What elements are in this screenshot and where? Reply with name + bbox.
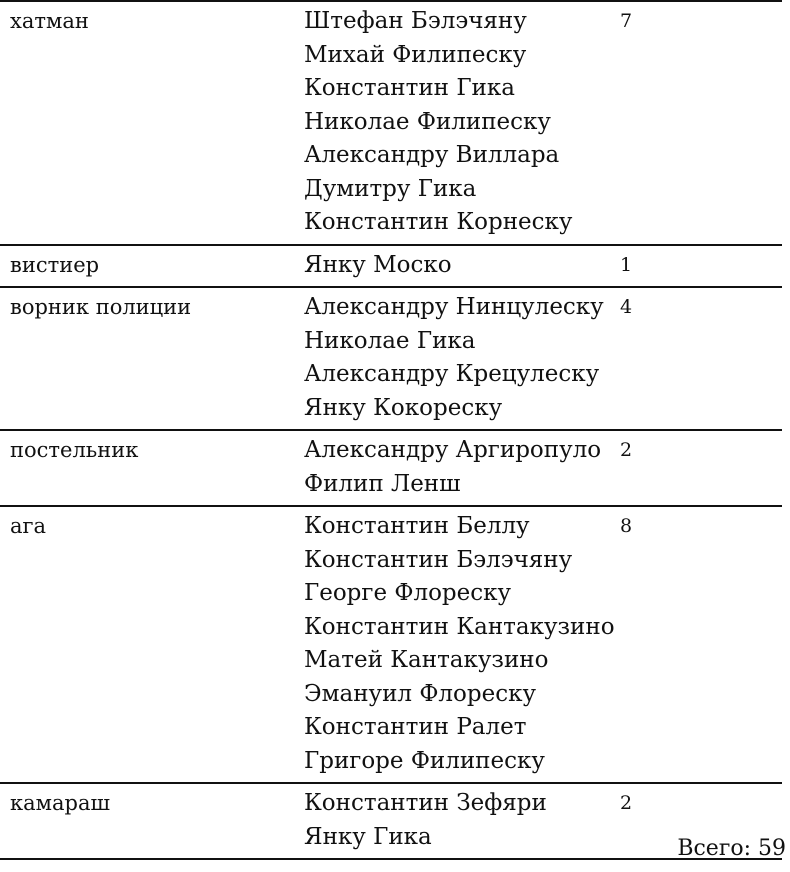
count-cell: 4 [620, 296, 633, 318]
person-name: Матей Кантакузино [304, 647, 549, 673]
table-row [0, 288, 782, 431]
names-cell [304, 434, 618, 501]
person-name: Константин Корнеску [304, 209, 573, 235]
person-name: Александру Виллара [304, 142, 560, 168]
person-name: Григоре Филипеску [304, 747, 545, 774]
person-name: Александру Крецулеску [304, 361, 600, 387]
person-name: Думитру Гика [304, 175, 477, 202]
table-row [0, 507, 782, 784]
person-name: Константин Кантакузино [304, 613, 615, 640]
person-name: Константин Гика [304, 75, 515, 101]
person-name: Георге Флореску [304, 580, 512, 606]
table-row [0, 246, 782, 289]
person-name: Александру Аргиропуло [304, 437, 602, 463]
person-name: Филип Ленш [304, 470, 461, 497]
person-name: Александру Нинцулеску [304, 294, 604, 320]
person-name: Янку Гика [304, 823, 432, 850]
person-name: Константин Зефяри [304, 790, 547, 816]
person-name: Константин Бэлэчяну [304, 546, 573, 573]
person-name: Эмануил Флореску [304, 680, 536, 707]
rank-cell: ага [10, 514, 47, 538]
person-name: Михай Филипеску [304, 41, 527, 68]
person-name: Штефан Бэлэчяну [304, 8, 527, 34]
names-cell [304, 787, 618, 854]
count-cell: 1 [620, 253, 633, 276]
person-name: Янку Моско [304, 251, 452, 278]
count-cell: 8 [620, 515, 633, 537]
count-cell: 2 [620, 792, 633, 814]
person-name: Янку Кокореску [304, 394, 503, 421]
rank-cell: хатман [10, 9, 89, 33]
person-name: Николае Филипеску [304, 108, 551, 135]
rank-cell: ворник полиции [10, 295, 192, 319]
names-cell [304, 249, 618, 283]
table-row [0, 2, 782, 246]
rank-cell: постельник [10, 438, 139, 462]
count-cell: 7 [620, 10, 633, 32]
person-name: Николае Гика [304, 327, 476, 354]
person-name: Константин Беллу [304, 513, 530, 539]
count-cell: 2 [620, 439, 633, 461]
rank-cell: камараш [10, 791, 110, 815]
table-row [0, 431, 782, 507]
names-cell [304, 510, 618, 778]
names-cell [304, 5, 618, 240]
rank-cell: вистиер [10, 252, 100, 277]
total-count: Всего: 59 [677, 836, 786, 861]
table-row [0, 784, 782, 860]
person-name: Константин Ралет [304, 714, 527, 740]
names-cell [304, 291, 618, 425]
